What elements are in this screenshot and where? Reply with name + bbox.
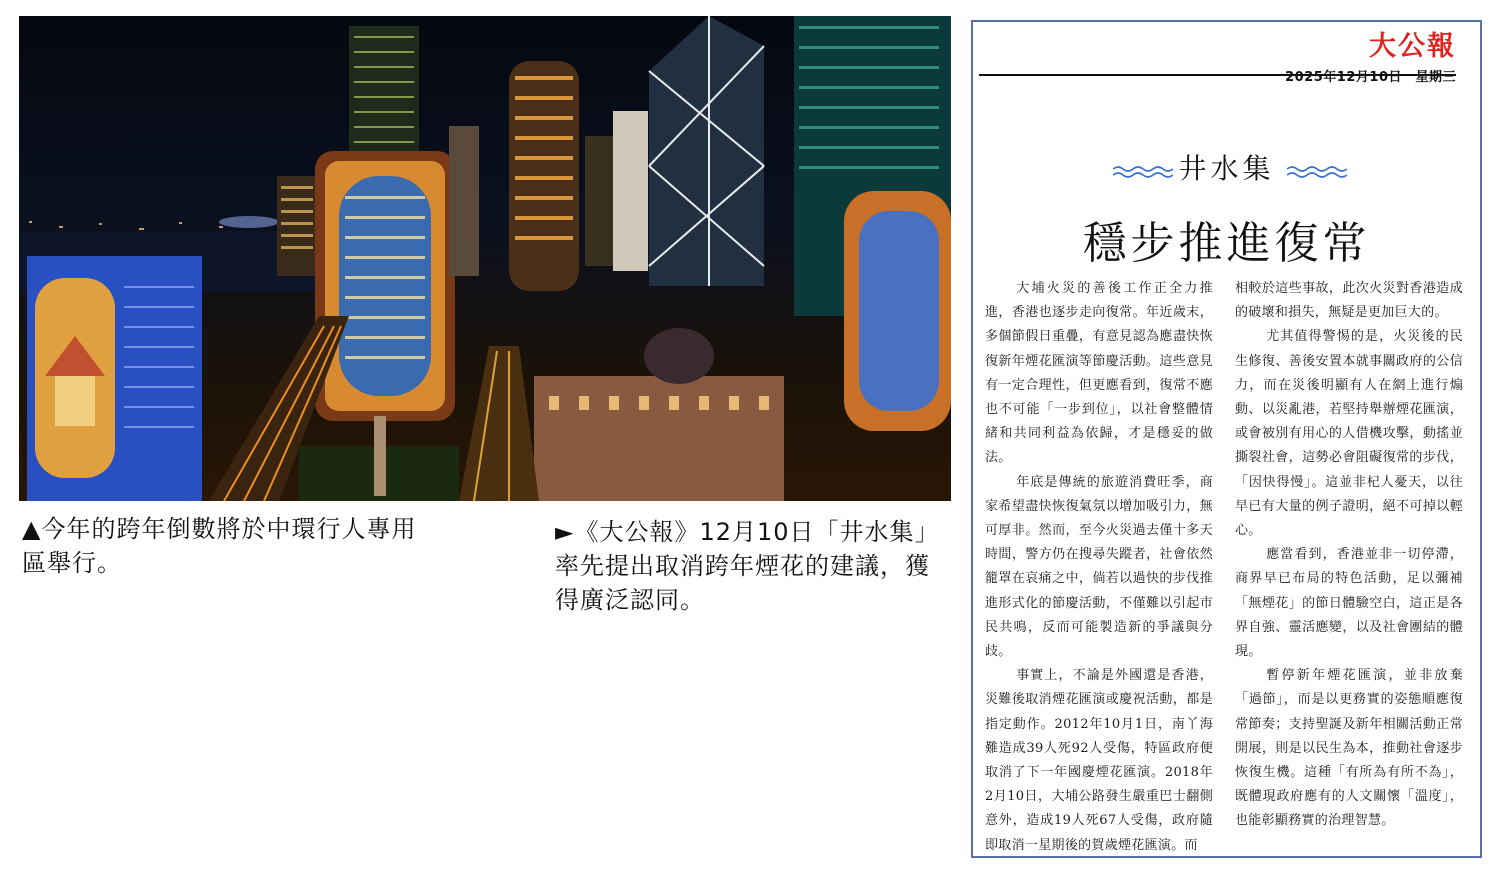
article-headline: 穩步推進復常: [1082, 218, 1371, 269]
column-title-row: [973, 147, 1480, 187]
masthead-rule: [979, 74, 1456, 76]
newspaper-clipping: [971, 20, 1482, 858]
paragraph: 應當看到，香港並非一切停滯，商界早已布局的特色活動，足以彌補「無煙花」的節日體驗空白，這正是各界自強、靈活應變，以及社會團結的體現。: [1235, 547, 1463, 660]
night-cityscape-photo: [19, 16, 951, 501]
paragraph: 尤其值得警惕的是，火災後的民生修復、善後安置本就事關政府的公信力，而在災後明顯有人在網上進行煽動、以災亂港，若堅持舉辦煙花匯演，或會被別有用心的人借機攻擊，動搖並撕裂社會，這勢必會阻礙復常的步伐，「因快得慢」。這並非杞人憂天，以往早已有大量的例子證明，絕不可掉以輕心。: [1235, 329, 1463, 539]
paragraph: 相較於這些事故，此次火災對香港造成的破壞和損失，無疑是更加巨大的。: [1235, 281, 1463, 321]
article-column-right: [1235, 277, 1463, 834]
photo-caption: ▲今年的跨年倒數將於中環行人專用區舉行。: [22, 515, 417, 577]
paragraph: 暫停新年煙花匯演，並非放棄「過節」，而是以更務實的姿態順應復常節奏；支持聖誕及新年相關活動正常開展，則是以民生為本，推動社會逐步恢復生機。這種「有所為有所不為」，既體現政府應有的人文關懷「溫度」，也能彰顯務實的治理智慧。: [1235, 668, 1463, 829]
clipping-caption: ►《大公報》12月10日「井水集」率先提出取消跨年煙花的建議，獲得廣泛認同。: [555, 518, 940, 614]
paragraph: 事實上，不論是外國還是香港，災難後取消煙花匯演或慶祝活動，都是指定動作。2012年10月1日，南丫海難造成39人死92人受傷，特區政府便取消了下一年國慶煙花匯演。2018年2月10日，大埔公路發生嚴重巴士翻側意外，造成19人死67人受傷，政府隨即取消一星期後的賀歲煙花匯演。而: [985, 668, 1213, 853]
column-name: 井水集: [1178, 152, 1275, 185]
paragraph: 大埔火災的善後工作正全力推進，香港也逐步走向復常。年近歲末，多個節假日重疊，有意見認為應盡快恢復新年煙花匯演等節慶活動。這些意見有一定合理性，但更應看到，復常不應也不可能「一步到位」，以社會整體情緒和共同利益為依歸，才是穩妥的做法。: [985, 281, 1213, 466]
paper-name: 大公報: [1369, 31, 1456, 62]
masthead: [1285, 32, 1456, 85]
paragraph: 年底是傳統的旅遊消費旺季，商家希望盡快恢復氣氛以增加吸引力，無可厚非。然而，至今火災過去僅十多天時間，警方仍在搜尋失蹤者，社會依然籠罩在哀痛之中，倘若以過快的步伐推進形式化的節慶活動，不僅難以引起市民共鳴，反而可能製造新的爭議與分歧。: [985, 474, 1213, 660]
cityscape-illustration: [19, 16, 951, 501]
issue-date: 2025年12月10日 星期三: [1285, 70, 1456, 85]
article-column-left: [985, 277, 1213, 858]
